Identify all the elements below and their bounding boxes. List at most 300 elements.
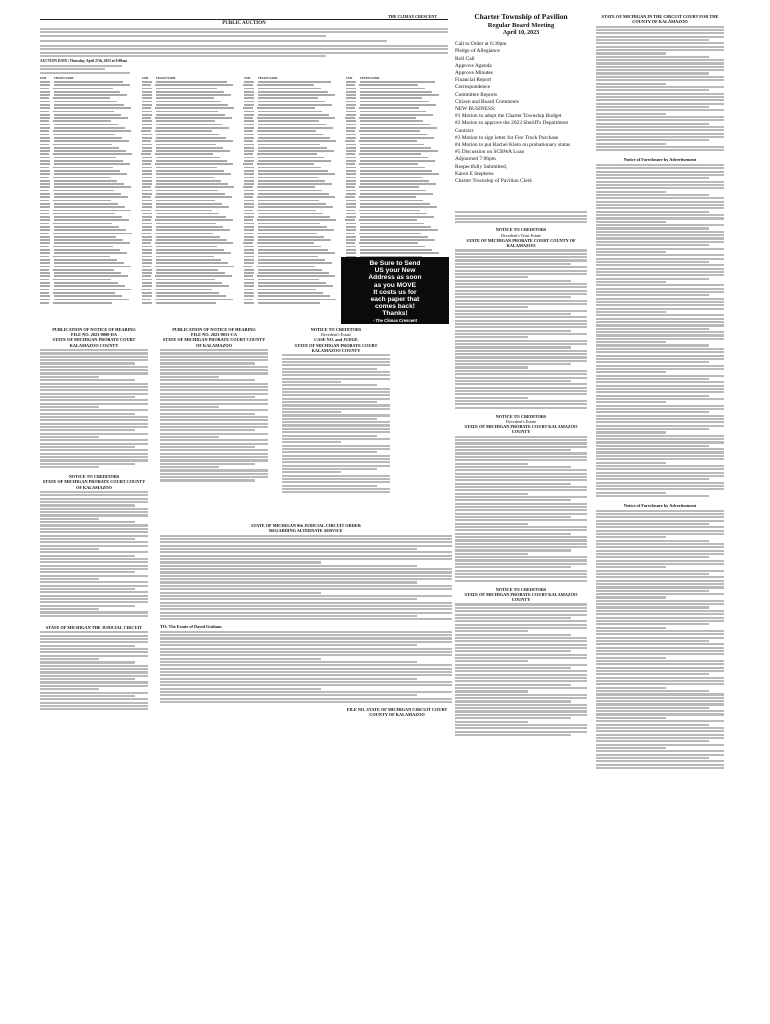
text-line — [596, 395, 709, 397]
text-line — [282, 478, 390, 480]
text-line — [40, 413, 135, 415]
text-line — [40, 681, 148, 683]
text-line — [596, 596, 666, 598]
text-line — [455, 442, 587, 444]
text-line — [455, 350, 587, 352]
text-line — [596, 358, 724, 360]
text-line — [455, 529, 587, 531]
text-line — [40, 598, 148, 600]
text-line — [160, 469, 268, 471]
text-line — [596, 556, 709, 558]
text-line — [40, 423, 148, 425]
circuit-title: STATE OF MICHIGAN IN THE CIRCUIT COURT FOR THE COUNTY OF KALAMAZOO — [601, 14, 719, 25]
text-line — [596, 566, 666, 568]
text-line — [596, 485, 724, 487]
text-line — [596, 217, 724, 219]
text-line — [596, 39, 709, 41]
text-line — [40, 588, 135, 590]
text-line — [455, 346, 571, 348]
creditors2-body — [455, 249, 587, 408]
text-line — [455, 333, 587, 335]
text-line — [455, 543, 587, 545]
text-line — [455, 516, 571, 518]
text-line — [596, 576, 724, 578]
text-line — [40, 708, 148, 710]
text-line — [596, 533, 724, 535]
text-line — [455, 660, 528, 662]
text-line — [40, 466, 99, 468]
agenda-item: #1 Motion to adopt the Charter Township Budget — [455, 113, 562, 120]
agenda-item: #4 Motion to put Rachel Klein on probationary status — [455, 142, 571, 149]
pub-notice-file: FILE NO. 2023-0031-CA — [191, 332, 237, 338]
text-line — [455, 259, 587, 261]
text-line — [596, 617, 724, 619]
text-line — [160, 578, 452, 580]
text-line — [40, 514, 148, 516]
agenda-item: Committee Reports — [455, 91, 498, 98]
text-line — [596, 398, 724, 400]
text-line — [596, 744, 724, 746]
text-line — [40, 521, 135, 523]
text-line — [282, 371, 390, 373]
text-line — [596, 697, 724, 699]
agenda-item: Correspondence — [455, 84, 491, 91]
text-line — [160, 359, 268, 361]
text-line — [596, 670, 724, 672]
text-line — [160, 674, 452, 676]
text-line — [160, 352, 268, 354]
text-line — [160, 369, 268, 371]
text-line — [40, 508, 148, 510]
text-line — [596, 281, 666, 283]
text-line — [596, 231, 724, 233]
text-line — [455, 446, 587, 448]
text-line — [40, 393, 148, 395]
text-line — [40, 356, 148, 358]
text-line — [160, 349, 268, 351]
text-line — [40, 705, 148, 707]
text-line — [40, 463, 135, 465]
text-line — [596, 683, 724, 685]
text-line — [596, 146, 724, 148]
text-line — [596, 553, 724, 555]
ad-lines — [341, 260, 449, 324]
text-line — [596, 677, 724, 679]
text-line — [596, 720, 724, 722]
text-line — [596, 703, 724, 705]
text-line — [40, 631, 148, 633]
agenda-item: Charter Township of Pavilion Clerk — [455, 178, 533, 185]
text-line — [596, 284, 724, 286]
text-line — [40, 545, 148, 547]
agenda-item: Pledge of Allegiance — [455, 48, 500, 55]
text-line — [596, 583, 724, 585]
text-line — [596, 700, 724, 702]
text-line — [40, 641, 148, 643]
text-line — [596, 610, 724, 612]
text-line — [160, 592, 321, 594]
text-line — [160, 608, 452, 610]
text-line — [160, 433, 268, 435]
text-line — [282, 435, 377, 437]
text-line — [40, 695, 135, 697]
text-line — [40, 449, 148, 451]
text-line — [40, 528, 148, 530]
text-line — [40, 558, 148, 560]
text-line — [455, 479, 587, 481]
text-line — [455, 644, 587, 646]
text-line — [596, 234, 724, 236]
text-line — [596, 254, 724, 256]
text-line — [455, 670, 587, 672]
text-line — [455, 360, 587, 362]
text-line — [596, 667, 724, 669]
text-line — [455, 221, 587, 223]
text-line — [455, 647, 587, 649]
text-line — [455, 330, 571, 332]
text-line — [596, 657, 666, 659]
text-line — [596, 475, 724, 477]
text-line — [455, 607, 587, 609]
text-line — [596, 167, 724, 169]
text-line — [455, 313, 571, 315]
text-line — [455, 634, 571, 636]
text-line — [455, 523, 528, 525]
text-line — [455, 483, 571, 485]
text-line — [596, 448, 724, 450]
text-line — [596, 495, 709, 497]
text-line — [596, 757, 709, 759]
text-line — [40, 531, 148, 533]
text-line — [455, 377, 587, 379]
bottom-right-title: FILE NO. STATE OF MICHIGAN CIRCUIT COURT COUNTY OF KALAMAZOO — [346, 707, 448, 718]
text-line — [40, 504, 135, 506]
text-line — [596, 586, 724, 588]
lower-midleft-notices — [160, 327, 268, 483]
text-line — [596, 516, 724, 518]
text-line — [40, 575, 148, 577]
text-line — [596, 724, 709, 726]
text-line — [160, 555, 452, 557]
pub-notice-title: PUBLICATION OF NOTICE OF HEARING — [172, 327, 256, 332]
text-line — [282, 458, 390, 460]
text-line — [40, 399, 148, 401]
text-line — [596, 103, 724, 105]
text-line — [282, 378, 390, 380]
agenda-item: Roll Call — [455, 55, 475, 62]
text-line — [596, 760, 724, 762]
text-line — [455, 276, 528, 278]
creditors-title: NOTICE TO CREDITORS — [310, 327, 362, 332]
text-line — [455, 263, 571, 265]
text-line — [596, 46, 724, 48]
text-line — [596, 328, 709, 330]
text-line — [596, 318, 724, 320]
text-line — [596, 308, 724, 310]
text-line — [40, 352, 148, 354]
text-line — [40, 635, 148, 637]
text-line — [40, 668, 148, 670]
text-line — [596, 136, 724, 138]
auction-intro — [40, 28, 448, 57]
text-line — [596, 49, 724, 51]
text-line — [455, 627, 587, 629]
text-line — [455, 620, 587, 622]
text-line — [596, 603, 724, 605]
text-line — [596, 627, 666, 629]
text-line — [160, 416, 268, 418]
text-line — [282, 361, 390, 363]
text-line — [40, 591, 148, 593]
text-line — [596, 458, 724, 460]
ad-line: Be Sure to Send — [369, 260, 421, 267]
agenda-item: Karen E Stephens — [455, 170, 494, 177]
text-line — [596, 264, 724, 266]
circuit-body — [596, 26, 724, 152]
text-line — [282, 391, 390, 393]
text-line — [160, 681, 452, 683]
text-line — [455, 513, 587, 515]
text-line — [160, 637, 452, 639]
text-line — [455, 290, 587, 292]
agenda-subtitle: Regular Board Meeting — [487, 21, 555, 29]
text-line — [596, 754, 724, 756]
text-line — [40, 702, 148, 704]
text-line — [596, 334, 724, 336]
text-line — [455, 373, 587, 375]
text-line — [40, 426, 148, 428]
text-line — [596, 76, 724, 78]
text-line — [596, 341, 666, 343]
text-line — [455, 573, 587, 575]
auction-col-header: TENANT NAME — [156, 76, 176, 80]
text-line — [160, 386, 268, 388]
text-line — [455, 576, 587, 578]
circuit-notice — [596, 14, 724, 770]
text-line — [160, 538, 452, 540]
text-line — [40, 416, 148, 418]
text-line — [596, 543, 724, 545]
text-line — [596, 164, 724, 166]
text-line — [596, 52, 666, 54]
text-line — [596, 274, 724, 276]
text-line — [282, 438, 390, 440]
text-line — [596, 734, 724, 736]
text-line — [160, 541, 452, 543]
text-line — [282, 418, 377, 420]
text-line — [596, 237, 724, 239]
text-line — [596, 62, 724, 64]
text-line — [40, 436, 99, 438]
text-line — [455, 546, 587, 548]
agenda-item: Approve Minutes — [455, 70, 493, 76]
text-line — [596, 520, 724, 522]
text-line — [455, 293, 587, 295]
text-line — [160, 476, 268, 478]
agenda-item: #2 Motion to approve the 2023 Sheriff's Department Contract — [455, 120, 569, 134]
text-line — [455, 640, 587, 642]
right-creditors-title: NOTICE TO CREDITORS — [495, 413, 547, 419]
text-line — [455, 580, 587, 582]
text-line — [596, 620, 724, 622]
text-line — [596, 680, 724, 682]
text-line — [455, 536, 587, 538]
text-line — [596, 590, 709, 592]
text-line — [455, 353, 587, 355]
text-line — [455, 690, 528, 692]
text-line — [596, 72, 709, 74]
text-line — [455, 387, 587, 389]
text-line — [282, 461, 390, 463]
text-line — [455, 323, 587, 325]
foreclosure-title: Notice of Foreclosure by Advertisement — [623, 157, 697, 163]
text-line — [40, 581, 148, 583]
text-line — [596, 488, 724, 490]
pub-hearing-body — [40, 349, 148, 468]
text-line — [160, 581, 417, 583]
text-line — [596, 767, 724, 769]
text-line — [596, 113, 666, 115]
text-line — [596, 42, 724, 44]
text-line — [596, 126, 724, 128]
text-line — [40, 359, 148, 361]
text-line — [596, 478, 709, 480]
auction-table-header — [40, 77, 448, 80]
right-creditors-body — [455, 436, 587, 582]
text-line — [455, 286, 587, 288]
order-title: STATE OF MICHIGAN 9th JUDICIAL CIRCUIT ORDER REGARDING ALTERNATE SERVICE — [251, 523, 361, 534]
right-creditors-court: STATE OF MICHIGAN PROBATE COURT KALAMAZOO COUNTY — [464, 424, 578, 435]
text-line — [596, 214, 724, 216]
text-line — [160, 403, 268, 405]
ad-line: comes back! — [375, 303, 415, 311]
text-line — [160, 612, 452, 614]
text-line — [455, 570, 587, 572]
text-line — [455, 724, 587, 726]
text-line — [596, 650, 724, 652]
text-line — [455, 654, 587, 656]
text-line — [596, 248, 724, 250]
text-line — [596, 201, 724, 203]
right-creditors-sub: Decedent's Estate — [505, 418, 537, 424]
text-line — [160, 423, 268, 425]
text-line — [596, 321, 724, 323]
text-line — [596, 378, 709, 380]
text-line — [160, 588, 452, 590]
text-line — [455, 439, 587, 441]
auction-col-header: TENANT NAME — [258, 76, 278, 80]
text-line — [596, 580, 724, 582]
text-line — [282, 471, 341, 473]
text-line — [40, 366, 148, 368]
text-line — [596, 653, 724, 655]
text-line — [455, 493, 528, 495]
text-line — [282, 414, 390, 416]
text-line — [282, 468, 377, 470]
text-line — [282, 475, 390, 477]
auction-col-header: UNIT — [142, 76, 149, 80]
agenda-item: Approve Agenda — [455, 62, 492, 69]
text-line — [596, 415, 724, 417]
text-line — [40, 605, 135, 607]
text-line — [596, 737, 724, 739]
text-line — [596, 637, 724, 639]
text-line — [455, 316, 587, 318]
text-line — [282, 485, 377, 487]
ad-line: as you MOVE — [373, 281, 417, 289]
text-line — [160, 376, 219, 378]
agenda-item: Call to Order at 6:30pm — [455, 41, 507, 48]
text-line — [455, 526, 587, 528]
text-line — [40, 453, 148, 455]
text-line — [596, 204, 724, 206]
text-line — [455, 710, 587, 712]
text-line — [596, 687, 666, 689]
text-line — [455, 667, 571, 669]
text-line — [40, 406, 99, 408]
text-line — [596, 550, 724, 552]
text-line — [40, 578, 99, 580]
text-line — [596, 428, 709, 430]
text-line — [40, 595, 148, 597]
text-line — [160, 463, 255, 465]
text-line — [596, 304, 724, 306]
pavilion-agenda — [455, 13, 587, 185]
text-line — [596, 421, 724, 423]
text-line — [596, 89, 709, 91]
text-line — [160, 634, 452, 636]
text-line — [455, 300, 587, 302]
text-line — [40, 498, 148, 500]
creditors2-sub: Decedent's Trust Estate — [500, 232, 542, 238]
text-line — [455, 731, 587, 733]
text-line — [455, 533, 571, 535]
text-line — [596, 194, 709, 196]
text-line — [455, 717, 571, 719]
text-line — [596, 361, 709, 363]
text-line — [596, 197, 724, 199]
text-line — [455, 489, 587, 491]
order-body — [160, 535, 452, 621]
text-line — [40, 396, 135, 398]
text-line — [455, 407, 587, 409]
text-line — [596, 324, 724, 326]
text-line — [596, 465, 724, 467]
text-line — [160, 671, 452, 673]
text-line — [596, 106, 709, 108]
text-line — [40, 658, 99, 660]
text-line — [160, 618, 452, 620]
text-line — [160, 406, 219, 408]
ad-line: US your New — [374, 267, 416, 275]
text-line — [455, 218, 587, 220]
text-line — [455, 303, 587, 305]
text-line — [40, 608, 99, 610]
text-line — [596, 593, 724, 595]
text-line — [596, 298, 724, 300]
text-line — [596, 690, 709, 692]
text-line — [596, 438, 724, 440]
text-line — [455, 503, 587, 505]
text-line — [40, 601, 148, 603]
text-line — [40, 571, 135, 573]
text-line — [40, 456, 148, 458]
text-line — [455, 553, 528, 555]
text-line — [282, 424, 390, 426]
text-line — [596, 630, 724, 632]
text-line — [455, 486, 587, 488]
text-line — [160, 595, 452, 597]
